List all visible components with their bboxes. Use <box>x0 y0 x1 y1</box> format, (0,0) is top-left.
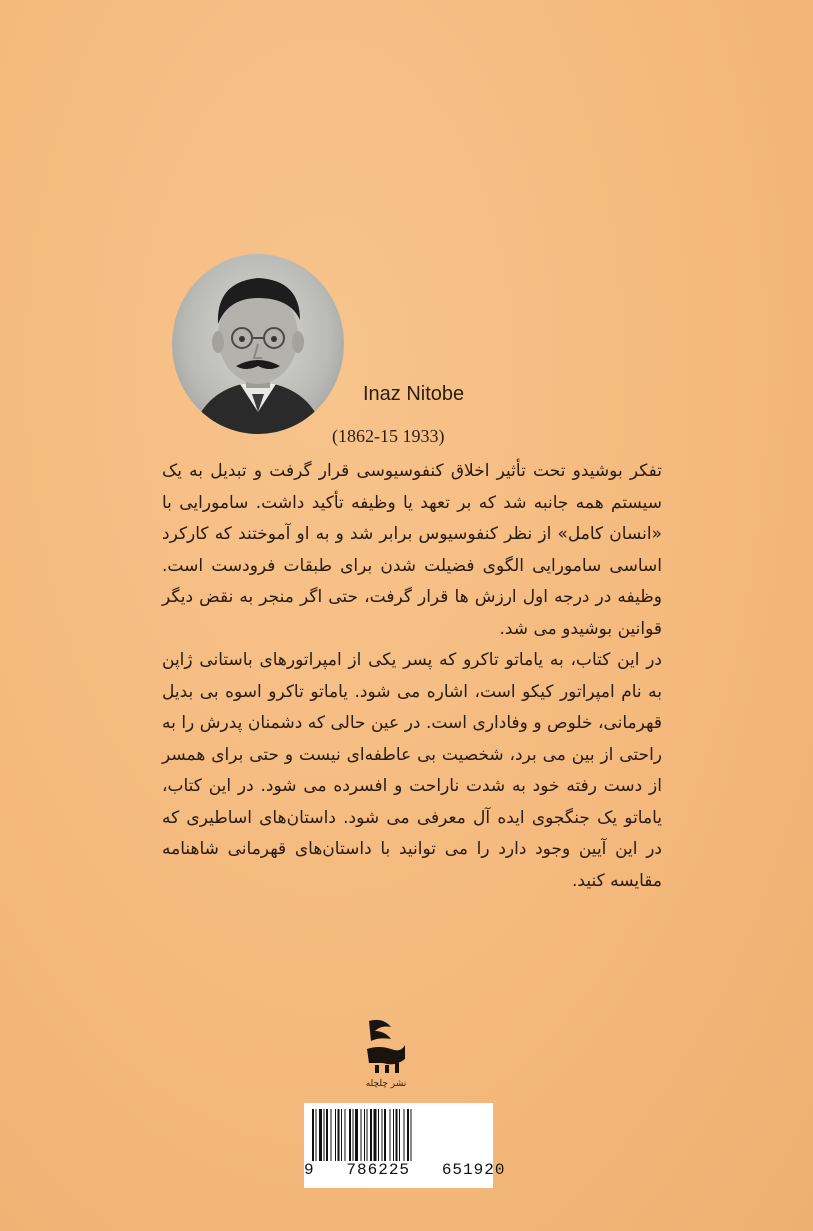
barcode-bars <box>310 1109 487 1161</box>
isbn-barcode <box>304 1103 506 1188</box>
bird-icon <box>361 1015 411 1077</box>
isbn-number: 9 786225 651920 <box>304 1161 506 1179</box>
paragraph-1: تفکر بوشیدو تحت تأثیر اخلاق کنفوسیوسی قرار گرفت و تبدیل به یک سیستم همه جانبه شد که بر تعهد یا وظیفه تأکید داشت. سامورایی با «انسان کامل» از نظر کنفوسیوس برابر شد و به او آموختند که کارکرد اساسی سامورایی الگوی فضیلت شدن برای طبقات فرودست است. وظیفه در درجه اول ارزش ها قرار گرفت، حتی اگر منجر به نقض دیگر قوانین بوشیدو می شد. <box>162 461 662 639</box>
back-cover-text <box>162 456 662 897</box>
author-portrait <box>172 254 344 434</box>
author-portrait-image <box>172 254 344 434</box>
publisher-name: نشر چلچله <box>365 1079 407 1089</box>
publisher-logo <box>361 1015 411 1095</box>
author-name: Inaz Nitobe <box>363 383 465 405</box>
author-dates: (1862-15 1933) <box>332 426 445 446</box>
paragraph-2: در این کتاب، به یاماتو تاکرو که پسر یکی از امپراتورهای باستانی ژاپن به نام امپراتور کیکو است، اشاره می شود. یاماتو تاکرو اسوه بی بدیل قهرمانی، خلوص و وفاداری است. در عین حالی که دشمنان پدرش را به راحتی از بین می برد، شخصیت بی عاطفه‌ای نیست و حتی برای همسر از دست رفته خود به شدت ناراحت و افسرده می شود. در این کتاب، یاماتو یک جنگجوی ایده آل معرفی می شود. داستان‌های اساطیری که در این آیین وجود دارد را می توانید با داستان‌های قهرمانی شاهنامه مقایسه کنید. <box>162 650 662 891</box>
